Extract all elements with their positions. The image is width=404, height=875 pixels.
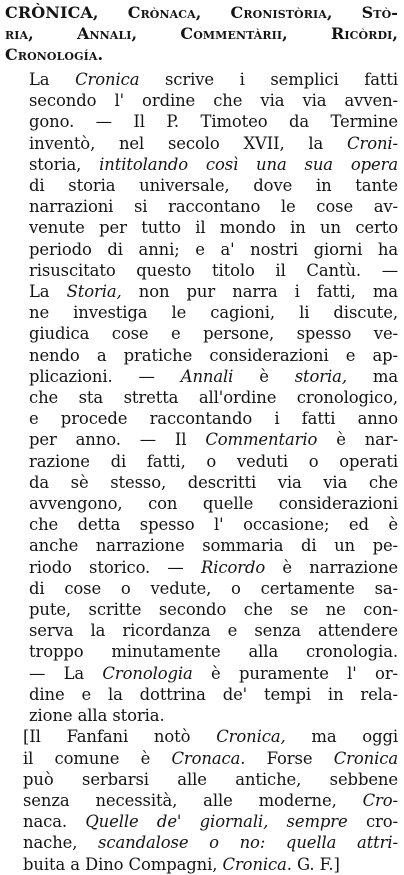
definition-line	[5, 111, 398, 132]
definition-line	[5, 599, 398, 620]
definition-line	[5, 302, 398, 323]
entry-heading	[5, 2, 398, 65]
text-run: pute, scritte secondo che se ne con-	[29, 600, 398, 620]
text-run: ma oggi	[285, 727, 399, 747]
heading-line-2: ria, Annali, Commentàrii, Ricòrdi,	[5, 24, 398, 43]
definition-line	[5, 175, 398, 196]
text-run: nache,	[23, 833, 78, 853]
text-run: venute per tutto il mondo in un certo	[29, 218, 398, 238]
definition-line	[5, 239, 398, 260]
text-run: serva la ricordanza e senza attendere	[29, 621, 398, 641]
text-run: il comune è	[23, 748, 172, 768]
note-line	[5, 726, 398, 747]
dictionary-entry	[5, 2, 398, 875]
text-run: La	[29, 70, 76, 89]
definition-line	[5, 641, 398, 662]
text-run: secondo l' ordine che via via avven-	[29, 91, 398, 111]
italic-term: Cronaca.	[171, 748, 246, 768]
heading-synonyms-1: Crònaca, Cronistòria, Stò-	[127, 3, 399, 22]
text-run: troppo minutamente alla cronologia.	[29, 642, 398, 662]
text-run: plicazioni. —	[29, 366, 181, 386]
italic-term: Cronica.	[222, 854, 292, 874]
definition-line	[5, 345, 398, 366]
definition-line	[5, 69, 398, 90]
text-run: riodo storico. —	[29, 557, 201, 577]
italic-term: Cronica	[75, 70, 140, 89]
definition-line	[5, 260, 398, 281]
text-run: razione di fatti, o veduti o operati	[29, 451, 398, 471]
text-run: per anno. — Il	[29, 430, 206, 450]
text-run: periodo di anni; e a' nostri giorni ha	[29, 239, 398, 259]
text-run: che detta spesso l' occasione; ed è	[29, 515, 398, 535]
definition-line	[5, 493, 398, 514]
definition-line	[5, 429, 398, 450]
italic-term: Quelle de' giornali, sempre	[67, 812, 366, 832]
italic-term: Croni-	[347, 133, 398, 153]
definition-line	[5, 408, 398, 429]
italic-term: Cronologia	[102, 663, 193, 683]
italic-term: storia,	[294, 366, 347, 386]
definition-line	[5, 472, 398, 493]
note-line	[5, 854, 398, 875]
italic-term: Storia,	[66, 282, 122, 302]
text-run: anche narrazione sommaria di un pe-	[29, 536, 398, 556]
definition-line	[5, 323, 398, 344]
italic-term: Ricordo	[200, 557, 266, 577]
definition-line	[5, 663, 398, 684]
definition-line	[5, 133, 398, 154]
definition-line	[5, 578, 398, 599]
text-run: naca.	[23, 812, 67, 832]
definition-line	[5, 217, 398, 238]
text-run: è	[233, 366, 295, 386]
text-run: avvengono, con quelle considerazioni	[29, 494, 398, 514]
definition-line	[5, 196, 398, 217]
text-run: scrive i semplici fatti	[139, 70, 398, 89]
italic-term: Commentario	[205, 430, 318, 450]
text-run: che sta stretta all'ordine cronologico,	[29, 388, 398, 408]
definition-line	[5, 557, 398, 578]
text-run: è nar-	[317, 430, 399, 450]
note-line	[5, 811, 398, 832]
definition-line	[5, 514, 398, 535]
definition-line	[5, 154, 398, 175]
text-run: cro-	[365, 812, 398, 832]
italic-term: scandalose o no: quella attri-	[77, 833, 398, 853]
definition-paragraph	[5, 69, 398, 726]
text-run: nendo a pratiche considerazioni e ap-	[29, 345, 398, 365]
text-run: di cose o vedute, o certamente sa-	[29, 578, 398, 598]
editor-note-paragraph	[5, 726, 398, 874]
italic-term: Annali	[180, 366, 234, 386]
heading-headword: CRÒNICA,	[5, 3, 99, 22]
definition-line	[5, 451, 398, 472]
text-run: e procede raccontando i fatti anno	[29, 409, 398, 429]
text-run: inventò, nel secolo XVII, la	[29, 133, 348, 153]
note-line	[5, 748, 398, 769]
text-run: può serbarsi alle antiche, sebbene	[23, 769, 398, 789]
text-run: ma	[346, 366, 398, 386]
text-run: storia,	[29, 154, 82, 174]
heading-line-3: Cronología.	[5, 45, 104, 64]
text-run: da sè stesso, descritti via via che	[29, 472, 398, 492]
text-run: buita a Dino Compagni,	[23, 854, 223, 874]
text-run: zione alla storia.	[29, 706, 165, 726]
heading-line-1	[5, 2, 398, 23]
text-run: G. F.]	[291, 854, 340, 874]
note-line	[5, 790, 398, 811]
text-run: giudica cose e persone, spesso ve-	[29, 324, 398, 344]
text-run: è puramente l' or-	[192, 663, 398, 683]
italic-term: intitolando così una sua opera	[81, 154, 398, 174]
text-run: di storia universale, dove in tante	[29, 176, 398, 196]
definition-line	[5, 281, 398, 302]
text-run: Forse	[245, 748, 334, 768]
text-run: risuscitato questo titolo il Cantù. —	[29, 260, 398, 280]
text-run: [Il Fanfani notò	[23, 727, 217, 747]
italic-term: Cro-	[362, 790, 398, 810]
italic-term: Cronica,	[216, 727, 286, 747]
text-run: — La	[29, 663, 103, 683]
definition-line	[5, 620, 398, 641]
italic-term: Cronica	[333, 748, 398, 768]
text-run: ne investiga le cagioni, li discute,	[29, 303, 398, 323]
text-run: è narrazione	[265, 557, 399, 577]
text-run: dine e la dottrina de' tempi in rela-	[29, 684, 398, 704]
definition-line	[5, 90, 398, 111]
note-line	[5, 832, 398, 853]
definition-line	[5, 366, 398, 387]
text-run: senza necessità, alle moderne,	[23, 790, 363, 810]
text-run: La	[29, 282, 67, 302]
text-run: narrazioni si raccontano le cose av-	[29, 197, 398, 217]
definition-line	[5, 535, 398, 556]
text-run: gono. — Il P. Timoteo da Termine	[29, 112, 398, 132]
definition-line	[5, 705, 398, 726]
text-run: non pur narra i fatti, ma	[121, 282, 398, 302]
definition-line	[5, 684, 398, 705]
definition-line	[5, 387, 398, 408]
note-line	[5, 769, 398, 790]
